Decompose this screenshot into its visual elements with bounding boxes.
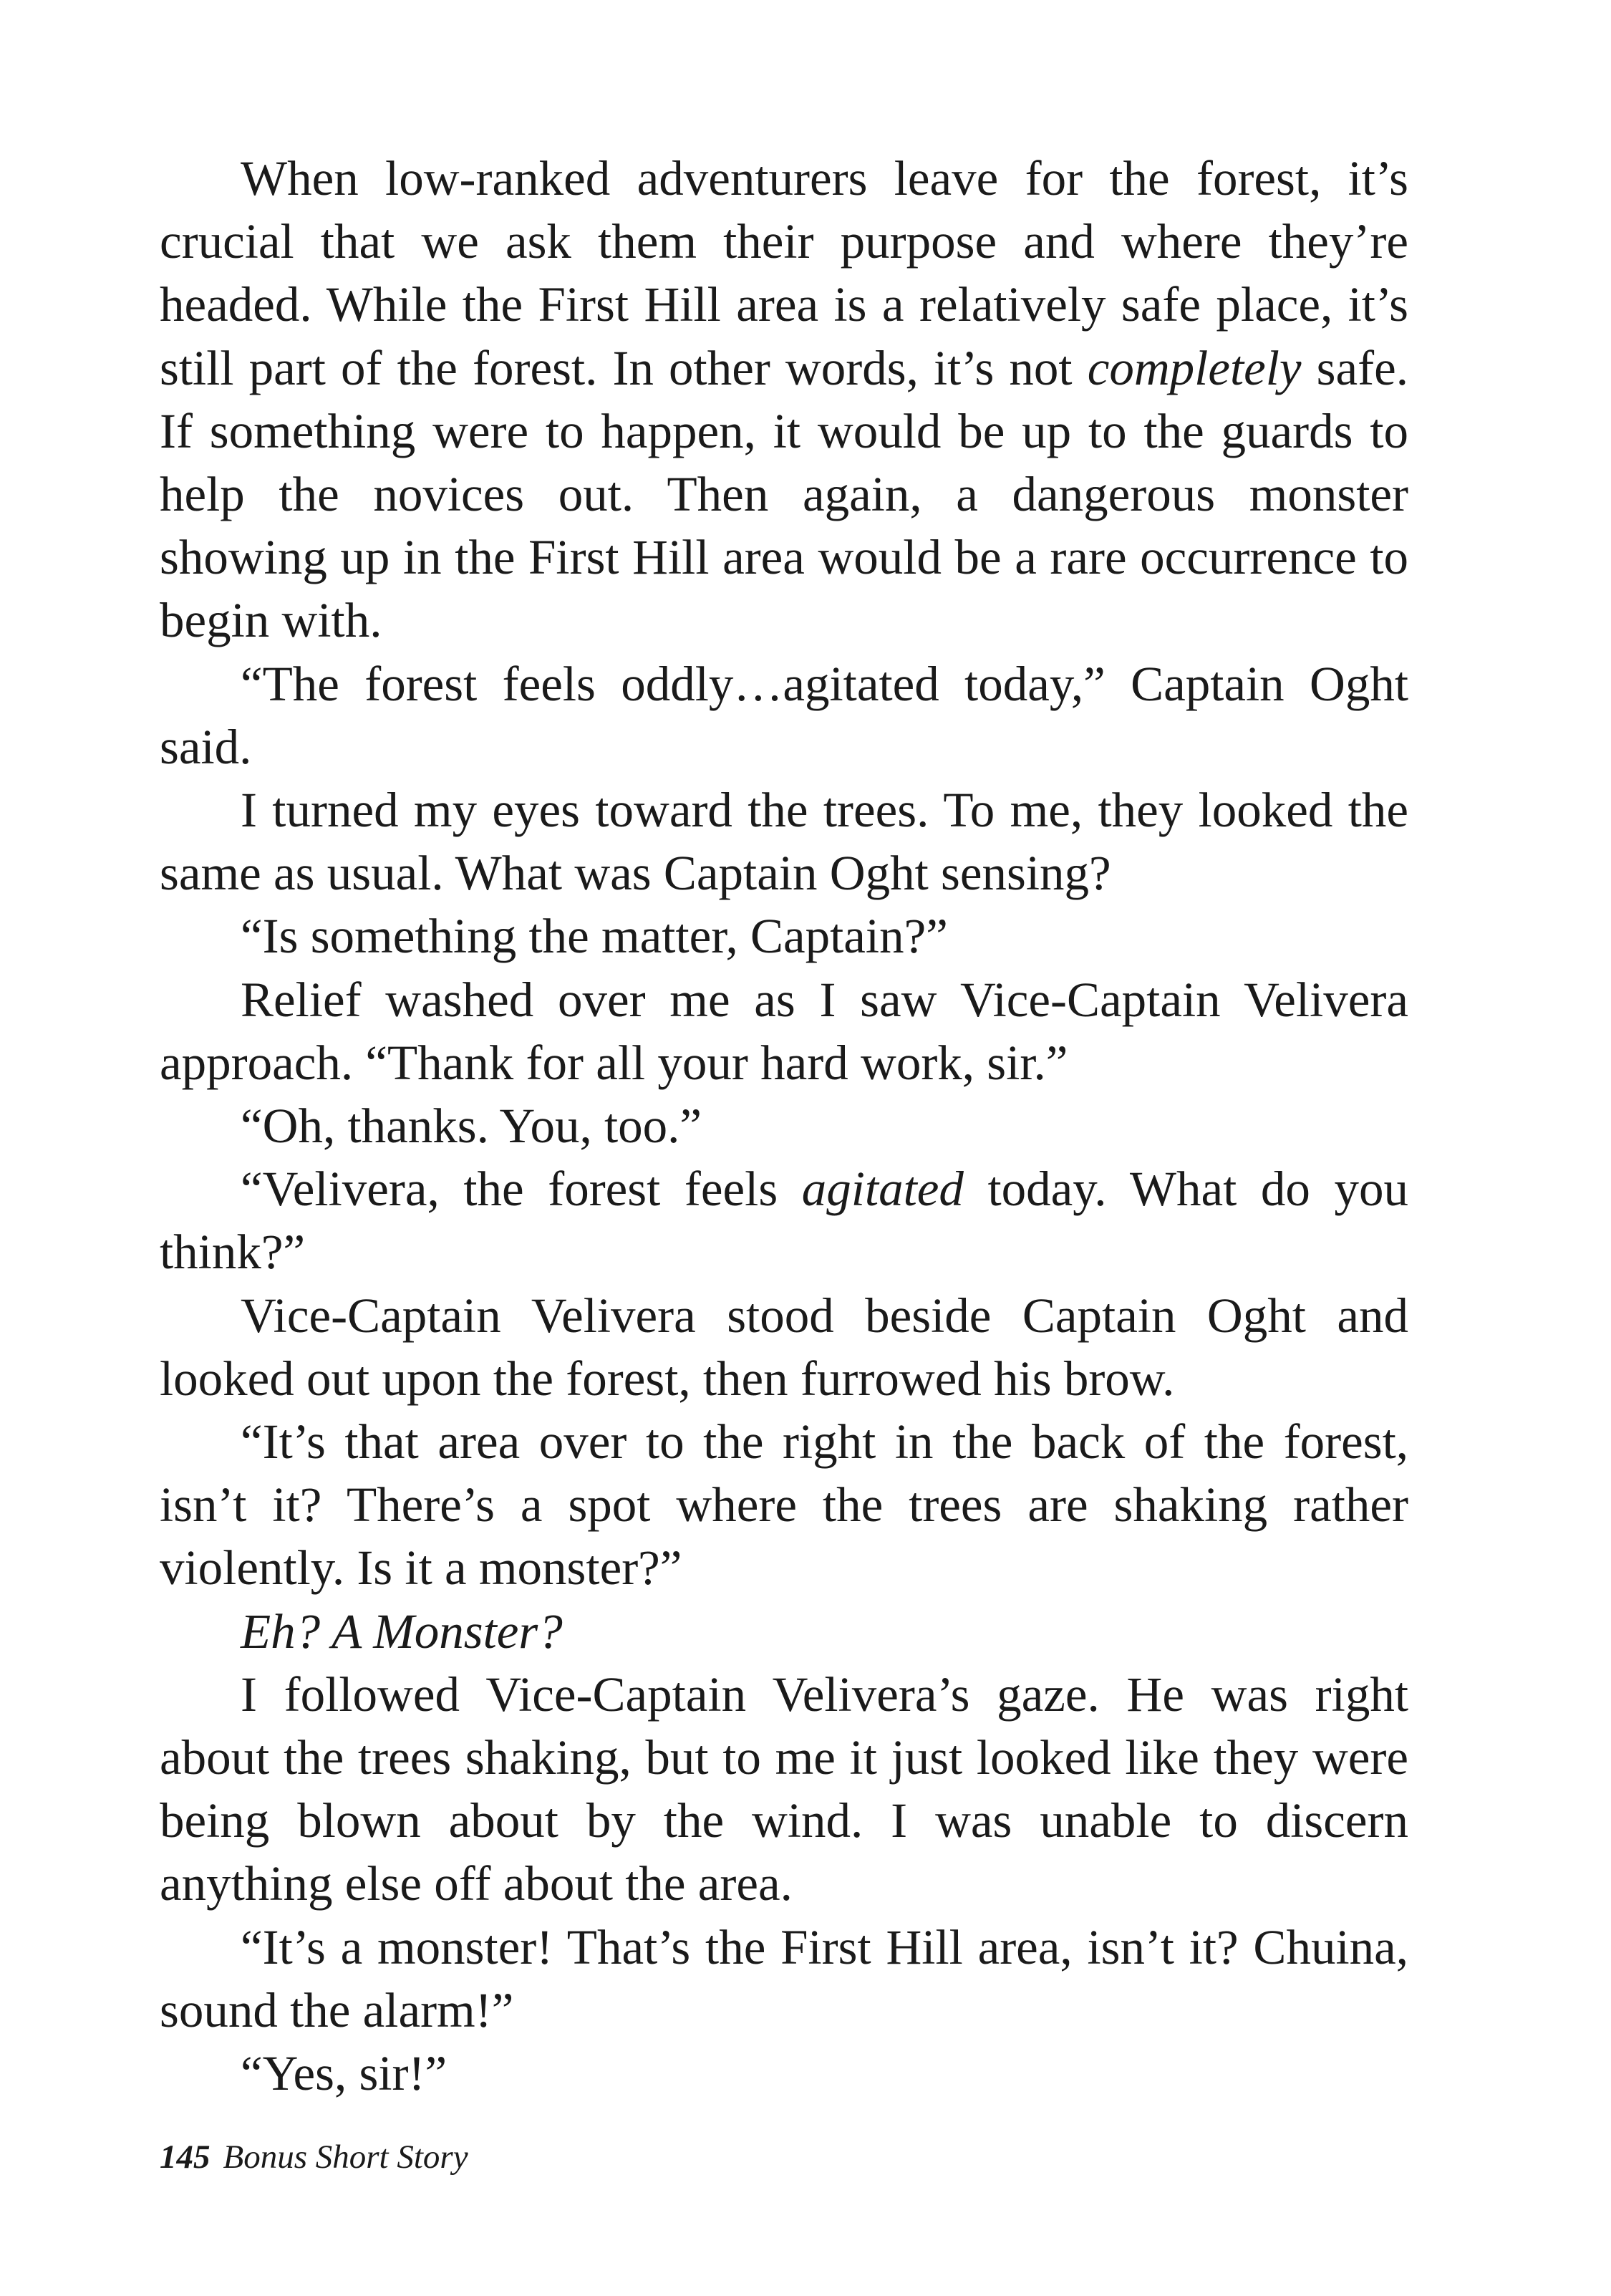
paragraph (160, 905, 1408, 968)
text-run: “It’s a monster! That’s the First Hill area, isn’t it? Chuina, sound the alarm!” (160, 1919, 1408, 2037)
page-footer (160, 2138, 468, 2176)
text-run: safe. If something were to happen, it would be up to the guards to help the novices out. Then again, a dangerous monster showing up in the First Hill area would be a rare occurrence to begin with. (160, 340, 1408, 648)
text-run: “It’s that area over to the right in the back of the forest, isn’t it? There’s a spot where the trees are shaking rather violently. Is it a monster?” (160, 1414, 1408, 1596)
paragraph (160, 1410, 1408, 1600)
italic-text: Eh? A Monster? (241, 1603, 563, 1659)
text-run: I followed Vice-Captain Velivera’s gaze. He was right about the trees shaking, but to me it just looked like they were being blown about by the wind. I was unable to discern anything else off about the area. (160, 1666, 1408, 1911)
page-number: 145 (160, 2138, 211, 2176)
running-title: Bonus Short Story (223, 2138, 468, 2176)
text-run: “Oh, thanks. You, too.” (241, 1099, 702, 1154)
text-run: “Velivera, the forest feels (241, 1162, 802, 1217)
italic-text: agitated (801, 1162, 964, 1217)
paragraph (160, 1157, 1408, 1283)
body-text (160, 147, 1408, 2105)
text-run: “Yes, sir!” (241, 2046, 448, 2101)
text-run: “Is something the matter, Captain?” (241, 909, 948, 964)
text-run: Vice-Captain Velivera stood beside Captain Oght and looked out upon the forest, then furrowed his brow. (160, 1288, 1408, 1406)
paragraph (160, 1284, 1408, 1410)
paragraph (160, 652, 1408, 778)
text-run: I turned my eyes toward the trees. To me, they looked the same as usual. What was Captain Oght sensing? (160, 783, 1408, 901)
paragraph (160, 2042, 1408, 2105)
text-run: Relief washed over me as I saw Vice-Captain Velivera approach. “Thank for all your hard work, sir.” (160, 972, 1408, 1090)
paragraph (160, 1600, 1408, 1663)
paragraph (160, 1916, 1408, 2042)
paragraph (160, 778, 1408, 905)
paragraph (160, 1094, 1408, 1157)
paragraph (160, 968, 1408, 1094)
text-run: today. What do you think?” (160, 1162, 1408, 1280)
text-run: When low-ranked adventurers leave for the forest, it’s crucial that we ask them their purpose and where they’re headed. While the First Hill area is a relatively safe place, it’s still part of the forest. In other words, it’s not (160, 151, 1408, 395)
paragraph (160, 147, 1408, 652)
italic-text: completely (1087, 340, 1302, 395)
paragraph (160, 1663, 1408, 1916)
text-run: “The forest feels oddly…agitated today,” Captain Oght said. (160, 656, 1408, 774)
